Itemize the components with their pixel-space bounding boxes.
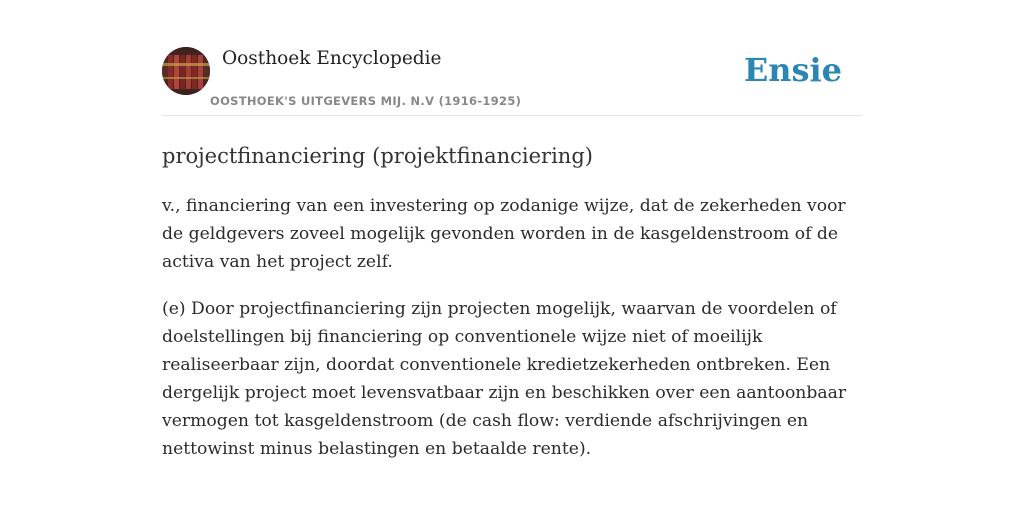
- publisher-label: OOSTHOEK'S UITGEVERS MIJ. N.V (1916-1925): [210, 94, 522, 108]
- entry-card: [162, 44, 862, 116]
- book-cover-avatar[interactable]: [162, 47, 210, 95]
- entry-paragraph: (e) Door projectfinanciering zijn projecten mogelijk, waarvan de voordelen of doelstellingen bij financiering op conventionele wijze niet of moeilijk realiseerbaar zijn, doordat conventionele kredietzekerheden ontbreken. Een dergelijk project moet levensvatbaar zijn en beschikken over een aantoonbaar vermogen tot kasgeldenstroom (de cash flow: verdiende afschrijvingen en nettowinst minus belastingen en betaalde rente).: [162, 299, 847, 459]
- entry-paragraph: v., financiering van een investering op zodanige wijze, dat de zekerheden voor de geldgevers zoveel mogelijk gevonden worden in de kasgeldenstroom of de activa van het project zelf.: [162, 196, 846, 272]
- book-title[interactable]: Oosthoek Encyclopedie: [222, 48, 442, 69]
- header-divider: [162, 115, 862, 116]
- header: [162, 44, 862, 116]
- entry-title: projectfinanciering (projektfinanciering): [162, 144, 593, 168]
- ensie-logo-link[interactable]: Ensie: [743, 51, 842, 89]
